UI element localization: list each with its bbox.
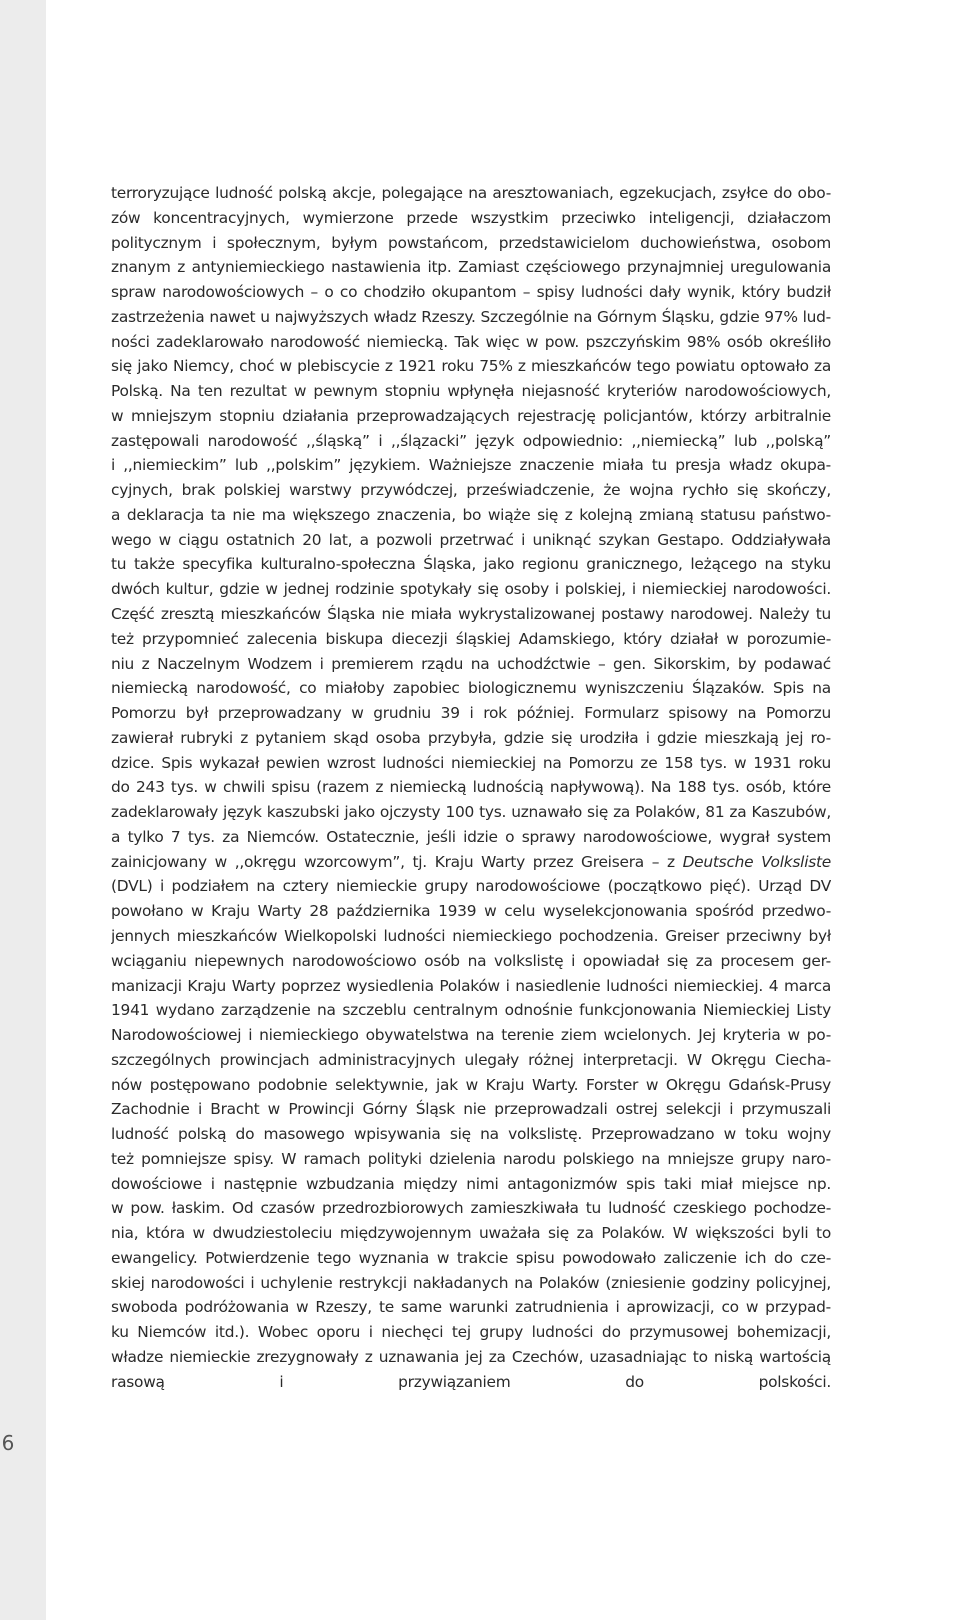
text-line: się jako Niemcy, choć w plebiscycie z 1921 roku 75% z mieszkańców tego powiatu optowało za: [111, 357, 831, 376]
text-line: też przypomnieć zalecenia biskupa diecezji śląskiej Adamskiego, który działał w porozumie-: [111, 629, 831, 648]
text-line: politycznym i społecznym, byłym powstańcom, przedstawicielom duchowieństwa, osobom: [111, 233, 831, 252]
text-line: tu także specyfika kulturalno-społeczna Śląska, jako regionu granicznego, leżącego na styku: [111, 555, 831, 574]
text-line: manizacji Kraju Warty poprzez wysiedlenia Polaków i nasiedlenie ludności niemieckiej. 4 marca: [111, 976, 831, 995]
text-line: a deklaracja ta nie ma większego znaczenia, bo wiąże się z kolejną zmianą statusu państwo-: [111, 505, 831, 524]
text-line: (DVL) i podziałem na cztery niemieckie grupy narodowościowe (początkowo pięć). Urząd DV: [111, 877, 831, 896]
text-line: wego w ciągu ostatnich 20 lat, a pozwoli przetrwać i uniknąć szykan Gestapo. Oddziaływała: [111, 530, 831, 549]
text-segment: zainicjowany w ,,okręgu wzorcowym”, tj. Kraju Warty przez Greisera – z: [111, 852, 683, 871]
text-line: ku Niemców itd.). Wobec oporu i niechęci tej grupy ludności do przymusowej bohemizacji,: [111, 1323, 831, 1342]
text-line: też pomniejsze spisy. W ramach polityki dzielenia narodu polskiego na mniejsze grupy naro-: [111, 1149, 831, 1168]
left-margin-strip: [0, 0, 46, 1620]
text-line: w pow. łaskim. Od czasów przedrozbiorowych zamieszkiwała tu ludność czeskiego pochodze-: [111, 1199, 831, 1218]
text-line: jennych mieszkańców Wielkopolski ludności niemieckiego pochodzenia. Greiser przeciwny był: [111, 926, 831, 945]
text-line: zów koncentracyjnych, wymierzone przede wszystkim przeciwko inteligencji, działaczom: [111, 208, 831, 227]
text-line: skiej narodowości i uchylenie restrykcji nakładanych na Polaków (zniesienie godziny policyjnej,: [111, 1273, 831, 1292]
text-line: i ,,niemieckim” lub ,,polskim” językiem. Ważniejsze znaczenie miała tu presja władz okupa-: [111, 456, 831, 475]
text-line: Pomorzu był przeprowadzany w grudniu 39 i rok później. Formularz spisowy na Pomorzu: [111, 704, 831, 723]
text-line: 1941 wydano zarządzenie na szczeblu centralnym odnośnie funkcjonowania Niemieckiej Listy: [111, 1001, 831, 1020]
body-text: [111, 181, 831, 1419]
text-line: rasową i przywiązaniem do polskości.: [111, 1372, 831, 1391]
page-number: 6: [1, 1431, 15, 1455]
text-line: Część zresztą mieszkańców Śląska nie miała wykrystalizowanej postawy narodowej. Należy tu: [111, 605, 831, 624]
text-line: terroryzujące ludność polską akcje, polegające na aresztowaniach, egzekucjach, zsyłce do obo-: [111, 184, 831, 202]
text-line: zawierał rubryki z pytaniem skąd osoba przybyła, gdzie się urodziła i gdzie mieszkają jej ro-: [111, 728, 831, 747]
text-line: szczególnych prowincjach administracyjnych ulegały różnej interpretacji. W Okręgu Ciecha-: [111, 1050, 831, 1069]
text-line: ludność polską do masowego wpisywania się na volkslistę. Przeprowadzano w toku wojny: [111, 1125, 831, 1144]
text-line: w mniejszym stopniu działania przeprowadzających rejestrację policjantów, którzy arbitralnie: [111, 406, 831, 425]
text-line: a tylko 7 tys. za Niemców. Ostatecznie, jeśli idzie o sprawy narodowościowe, wygrał system: [111, 827, 831, 846]
text-line: swoboda podróżowania w Rzeszy, te same warunki zatrudnienia i aprowizacji, co w przypad-: [111, 1298, 831, 1317]
text-line: zastrzeżenia nawet u najwyższych władz Rzeszy. Szczególnie na Górnym Śląsku, gdzie 97% lud-: [111, 307, 831, 326]
text-line: dowościowe i następnie wzbudzania między nimi antagonizmów spis taki miał miejsce np.: [111, 1174, 831, 1193]
text-line: Polską. Na ten rezultat w pewnym stopniu wpłynęła niejasność kryteriów narodowościowych,: [111, 382, 831, 401]
text-line: wciąganiu niepewnych narodowościowo osób na volkslistę i opowiadał się za procesem ger-: [111, 951, 831, 970]
text-line-last: [111, 1395, 831, 1420]
text-line: niu z Naczelnym Wodzem i premierem rządu na uchodźctwie – gen. Sikorskim, by podawać: [111, 654, 831, 673]
text-line: niemiecką narodowość, co miałoby zapobiec biologicznemu wyniszczeniu Ślązaków. Spis na: [111, 679, 831, 698]
italic-term: Deutsche Volksliste: [682, 852, 831, 871]
text-line: cyjnych, brak polskiej warstwy przywódczej, przeświadczenie, że wojna rychło się skończy,: [111, 481, 831, 500]
text-line: powołano w Kraju Warty 28 października 1939 w celu wyselekcjonowania spośród przedwo-: [111, 902, 831, 921]
text-line: ewangelicy. Potwierdzenie tego wyznania w trakcie spisu powodowało zaliczenie ich do cze-: [111, 1248, 831, 1267]
text-line: ności zadeklarowało narodowość niemiecką. Tak więc w pow. pszczyńskim 98% osób określiło: [111, 332, 831, 351]
text-line: zadeklarowały język kaszubski jako ojczysty 100 tys. uznawało się za Polaków, 81 za Kaszubów,: [111, 803, 831, 822]
text-line: władze niemieckie zrezygnowały z uznawania jej za Czechów, uzasadniając to niską wartością: [111, 1347, 831, 1366]
text-line: nia, która w dwudziestoleciu międzywojennym uważała się za Polaków. W większości byli to: [111, 1224, 831, 1243]
text-line: dwóch kultur, gdzie w jednej rodzinie spotykały się osoby i polskiej, i niemieckiej narodowości.: [111, 580, 831, 599]
text-line: do 243 tys. w chwili spisu (razem z niemiecką ludnością napływową). Na 188 tys. osób, które: [111, 778, 831, 797]
text-line: dzice. Spis wykazał pewien wzrost ludności niemieckiej na Pomorzu ze 158 tys. w 1931 roku: [111, 753, 831, 772]
text-line: znanym z antyniemieckiego nastawienia itp. Zamiast częściowego przynajmniej uregulowania: [111, 258, 831, 277]
text-line: nów postępowano podobnie selektywnie, jak w Kraju Warty. Forster w Okręgu Gdańsk-Prusy: [111, 1075, 831, 1094]
text-line: spraw narodowościowych – o co chodziło okupantom – spisy ludności dały wynik, który budził: [111, 283, 831, 302]
text-line: zastępowali narodowość ,,śląską” i ,,ślązacki” język odpowiednio: ,,niemiecką” lub ,,polską”: [111, 431, 831, 450]
text-line: Zachodnie i Bracht w Prowincji Górny Śląsk nie przeprowadzali ostrej selekcji i przymuszali: [111, 1100, 831, 1119]
text-line-with-italic: [111, 850, 831, 875]
text-line: Narodowościowej i niemieckiego obywatelstwa na terenie ziem wcielonych. Jej kryteria w po-: [111, 1026, 831, 1045]
